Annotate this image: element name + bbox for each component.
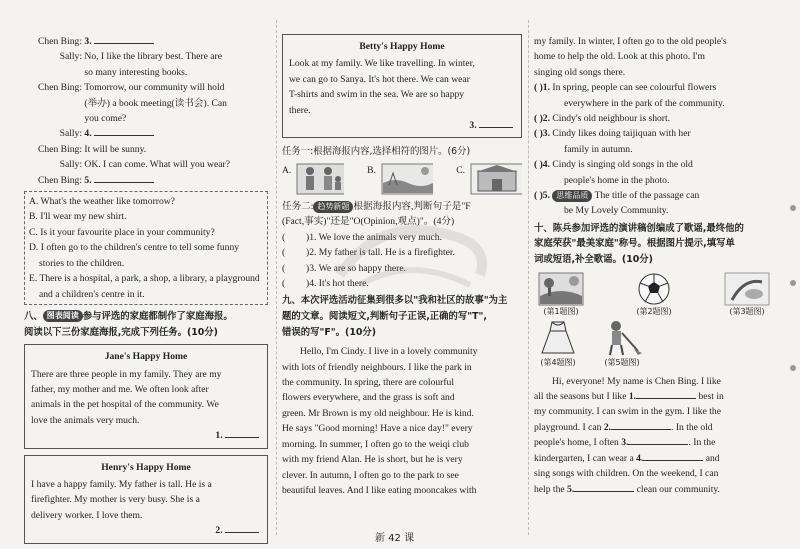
true-false-line — [534, 111, 774, 126]
question-number: 4. — [84, 128, 92, 140]
passage-line: flowers everywhere, and the grass is soft and — [282, 392, 455, 404]
dialogue-line — [24, 34, 268, 49]
item-number: ( )3. — [534, 128, 550, 140]
song-line — [534, 482, 774, 497]
dialogue-text: so many interesting books. — [84, 66, 188, 78]
section-9-heading — [282, 293, 522, 340]
item-text: Cindy likes doing taijiquan with her — [552, 128, 691, 140]
dialogue-line — [24, 65, 268, 80]
speaker-label: Sally: — [59, 51, 82, 63]
song-text: sing songs with children. On the weekend, I can — [534, 468, 719, 480]
item-number: )3. — [306, 262, 317, 274]
item-number: ( )2. — [534, 113, 550, 125]
dialogue-text: It will be sunny. — [84, 143, 147, 155]
song-line — [534, 374, 774, 389]
speaker-label: Chen Bing: — [38, 82, 82, 94]
song-line — [534, 389, 774, 404]
page-number: 新 42 课 — [375, 533, 415, 544]
true-false-line — [534, 173, 774, 188]
song-line — [534, 466, 774, 481]
passage-line: He says "Good morning! Have a nice day!" every — [282, 423, 473, 435]
speaker-label: Chen Bing: — [38, 174, 82, 186]
column-divider — [528, 20, 529, 535]
task-text: 根据海报内容,判断句子是"F — [353, 201, 471, 213]
figure-4 — [538, 319, 578, 368]
task-text: 任务二: — [282, 201, 314, 213]
question-number: 1. — [628, 391, 637, 403]
picture-label: A. — [282, 165, 292, 177]
thinking-quality-tag: 思维品质 — [552, 190, 592, 202]
song-text: people's home, I often — [534, 437, 622, 449]
passage-line: the community. In spring, there are colourful — [282, 377, 455, 389]
song-line — [534, 404, 774, 419]
section-8-heading — [24, 309, 268, 340]
judge-item: ( )4. It's hot there. — [282, 278, 369, 290]
answer-blank[interactable] — [94, 34, 154, 44]
picture-c-pet-hospital-icon — [470, 163, 522, 195]
task-text: (Fact,事实)"还是"O(Opinion,观点)"。(4分) — [282, 216, 455, 228]
song-text: clean our community. — [634, 483, 720, 495]
judge-item: ( )2. My father is tall. He is a firefighter. — [282, 247, 455, 259]
passage-line: home to help the old. Look at this photo. I'm — [534, 51, 705, 63]
item-text: people's home in the photo. — [564, 174, 670, 186]
answer-slot — [31, 523, 261, 538]
poster-jane — [24, 344, 268, 448]
section-text: 家庭荣获"最美家庭"称号。根据图片提示,填写单 — [534, 238, 735, 250]
true-false-line — [534, 126, 774, 141]
figure-3 — [724, 272, 770, 317]
item-text: Cindy's old neighbour is short. — [552, 113, 671, 125]
column-right — [534, 34, 774, 497]
passage-line: my family. In winter, I often go to the old people's — [534, 36, 727, 47]
answer-blank[interactable] — [225, 428, 259, 438]
song-text: my community. I can swim in the gym. I like the — [534, 406, 721, 418]
poster-title: Henry's Happy Home — [101, 461, 191, 473]
answer-blank[interactable] — [94, 126, 154, 136]
task-2-heading — [282, 199, 522, 230]
answer-blank[interactable] — [574, 482, 634, 492]
item-number: )1. — [306, 231, 317, 243]
option-c: C. Is it your favourite place in your community? — [29, 226, 215, 238]
song-text: Hi, everyone! My name is Chen Bing. I like — [552, 375, 721, 387]
passage-cindy — [282, 344, 522, 498]
true-false-line — [534, 203, 774, 218]
speaker-label: Chen Bing: — [38, 36, 82, 47]
dialogue-text: OK. I can come. What will you wear? — [84, 159, 230, 171]
picture-a-family-icon — [296, 163, 344, 195]
cleaning-icon — [724, 272, 770, 306]
answer-blank[interactable] — [225, 523, 259, 533]
question-number: 4. — [636, 452, 644, 464]
poster-betty — [282, 34, 522, 138]
dialogue-line — [24, 157, 268, 172]
item-text: We are so happy there. — [318, 262, 407, 274]
passage-line: with lots of friendly neighbours. I like the park in — [282, 361, 472, 373]
item-text: everywhere in the park of the community. — [564, 97, 725, 109]
poster-title: Jane's Happy Home — [104, 351, 188, 363]
true-false-line — [534, 80, 774, 95]
picture-label: B. — [367, 165, 376, 177]
section-number: 八、 — [24, 310, 43, 322]
figure-row-2 — [534, 319, 774, 368]
poster-line: delivery worker. I love them. — [31, 509, 143, 521]
item-text: My father is tall. He is a firefighter. — [318, 247, 455, 259]
passage-line: beautiful leaves. And I like eating mooncakes with — [282, 484, 477, 496]
true-false-line — [534, 142, 774, 157]
volunteer-sweeping-icon — [600, 319, 644, 357]
section-10-heading — [534, 221, 774, 268]
song-text: and — [703, 452, 720, 464]
true-false-line — [534, 96, 774, 111]
item-text: Cindy is singing old songs in the old — [552, 159, 693, 171]
dress-icon — [538, 319, 578, 357]
picture-label: C. — [456, 165, 465, 177]
item-number: ( )5. — [534, 190, 550, 202]
dialogue — [24, 34, 268, 188]
column-left — [24, 34, 268, 544]
figure-caption: (第1题图) — [543, 306, 579, 316]
song-text: playground. I can — [534, 421, 604, 433]
judge-item: ( )1. We love the animals very much. — [282, 231, 442, 243]
song-text: help the — [534, 483, 568, 495]
section-text: 错误的写"F"。(10分) — [282, 326, 377, 338]
answer-blank[interactable] — [611, 420, 671, 430]
summer-scene-icon — [538, 272, 584, 306]
figure-5 — [600, 319, 644, 368]
chart-reading-tag: 图表阅读 — [43, 310, 83, 322]
item-text: The title of the passage can — [594, 190, 700, 202]
song-text: kindergarten, I can wear a — [534, 452, 637, 464]
poster-line: Look at my family. We like travelling. In winter, — [289, 58, 475, 70]
binding-hole — [790, 365, 796, 371]
answer-blank[interactable] — [94, 173, 154, 183]
question-number: 2. — [603, 421, 612, 433]
section-text: 九、本次评选活动征集到很多以"我和社区的故事"为主 — [282, 295, 508, 307]
binding-hole — [790, 205, 796, 211]
question-number: 3. — [84, 36, 92, 47]
section-text: 题的文章。阅读短文,判断句子正误,正确的写"T", — [282, 311, 487, 323]
song-line — [534, 435, 774, 450]
dialogue-text: No, I like the library best. There are — [84, 51, 222, 63]
figure-2 — [636, 272, 672, 317]
figure-1 — [538, 272, 584, 317]
song-text: best in — [696, 391, 724, 403]
answer-blank[interactable] — [643, 451, 703, 461]
song-passage — [534, 374, 774, 497]
dialogue-line — [24, 173, 268, 188]
answer-blank[interactable] — [628, 435, 688, 445]
football-icon — [636, 272, 672, 306]
item-number: )2. — [306, 247, 317, 259]
poster-line: firefighter. My mother is very busy. She is a — [31, 494, 200, 506]
figure-caption: (第5题图) — [604, 357, 640, 367]
poster-title: Betty's Happy Home — [359, 41, 445, 52]
section-text: 阅读以下三份家庭海报,完成下列任务。(10分) — [24, 326, 218, 338]
true-false-line — [534, 157, 774, 172]
true-false-line — [534, 188, 774, 203]
passage-line: morning. In summer, I often go to the weiqi club — [282, 438, 469, 450]
item-number: ( )1. — [534, 82, 550, 94]
figure-row-1 — [534, 272, 774, 317]
binding-hole — [790, 280, 796, 286]
item-text: family in autumn. — [564, 143, 633, 155]
dialogue-text: (举办) a book meeting(读书会). Can — [84, 97, 227, 109]
passage-line: Hello, I'm Cindy. I live in a lovely community — [300, 346, 478, 358]
question-number: 5. — [567, 483, 575, 495]
dialogue-line — [24, 49, 268, 64]
speaker-label: Sally: — [59, 128, 82, 140]
option-e: E. There is a hospital, a park, a shop, a library, a playground and a children's centre in it. — [29, 273, 260, 300]
answer-number: 1. — [215, 430, 223, 442]
options-box — [24, 191, 268, 305]
answer-slot — [289, 118, 515, 133]
column-middle — [282, 34, 522, 498]
speaker-label: Sally: — [59, 159, 82, 171]
answer-blank[interactable] — [479, 118, 513, 128]
dialogue-line — [24, 96, 268, 111]
song-line — [534, 420, 774, 435]
poster-line: love the animals very much. — [31, 414, 140, 426]
passage-line: green. Mr Brown is my old neighbour. He is kind. — [282, 407, 474, 419]
speaker-label: Chen Bing: — [38, 143, 82, 155]
poster-line: we can go to Sanya. It's hot there. We can wear — [289, 73, 470, 85]
poster-henry — [24, 455, 268, 544]
answer-number: 3. — [469, 120, 477, 132]
dialogue-text: Tomorrow, our community will hold — [84, 82, 225, 94]
poster-line: T-shirts and swim in the sea. We are so happy — [289, 89, 465, 101]
answer-slot — [31, 428, 261, 443]
poster-line: I have a happy family. My father is tall. He is a — [31, 478, 212, 490]
section-text: 词或短语,补全歌谣。(10分) — [534, 254, 653, 266]
figure-caption: (第2题图) — [636, 306, 672, 316]
poster-line: there. — [289, 104, 311, 116]
dialogue-text: you come? — [84, 113, 127, 125]
dialogue-line — [24, 111, 268, 126]
column-divider — [276, 20, 277, 535]
figure-caption: (第3题图) — [729, 306, 765, 316]
item-text: It's hot there. — [318, 278, 369, 290]
song-text: all the seasons but I like — [534, 391, 629, 403]
task-1-heading: 任务一:根据海报内容,选择相符的图片。(6分) — [282, 146, 471, 158]
judge-item: ( )3. We are so happy there. — [282, 262, 407, 274]
song-line — [534, 451, 774, 466]
dialogue-line — [24, 142, 268, 157]
picture-options — [282, 163, 522, 197]
item-text: In spring, people can see colourful flowers — [552, 82, 717, 94]
option-b: B. I'll wear my new shirt. — [29, 211, 127, 223]
poster-line: father, my mother and me. We often look after — [31, 383, 209, 395]
item-number: ( )4. — [534, 159, 550, 171]
question-number: 5. — [84, 174, 92, 186]
item-text: We love the animals very much. — [318, 231, 442, 243]
dialogue-line — [24, 126, 268, 141]
section-text: 参与评选的家庭都制作了家庭海报。 — [82, 310, 233, 322]
option-a: A. What's the weather like tomorrow? — [29, 196, 175, 208]
answer-number: 2. — [215, 525, 223, 537]
picture-b-beach-icon — [381, 163, 433, 195]
poster-line: animals in the pet hospital of the community. We — [31, 399, 219, 411]
item-number: )4. — [306, 278, 317, 290]
song-text: . In the old — [671, 421, 713, 433]
question-number: 3. — [621, 437, 629, 449]
answer-blank[interactable] — [636, 389, 696, 399]
item-text: be My Lovely Community. — [564, 205, 669, 217]
trend-question-tag: 趋势新题 — [313, 201, 353, 213]
passage-line: with my friend Alan. He is short, but he is very — [282, 454, 463, 466]
poster-line: There are three people in my family. They are my — [31, 368, 222, 380]
passage-line: clever. In autumn, I often go to the park to see — [282, 469, 459, 481]
figure-caption: (第4题图) — [540, 357, 576, 367]
passage-line: singing old songs there. — [534, 66, 626, 78]
dialogue-line — [24, 80, 268, 95]
section-text: 十、陈兵参加评选的演讲稿创编成了歌谣,最终他的 — [534, 222, 744, 234]
option-d: D. I often go to the children's centre to tell some funny stories to the children. — [29, 242, 240, 269]
song-text: . In the — [688, 437, 716, 449]
true-false-list — [534, 80, 774, 219]
